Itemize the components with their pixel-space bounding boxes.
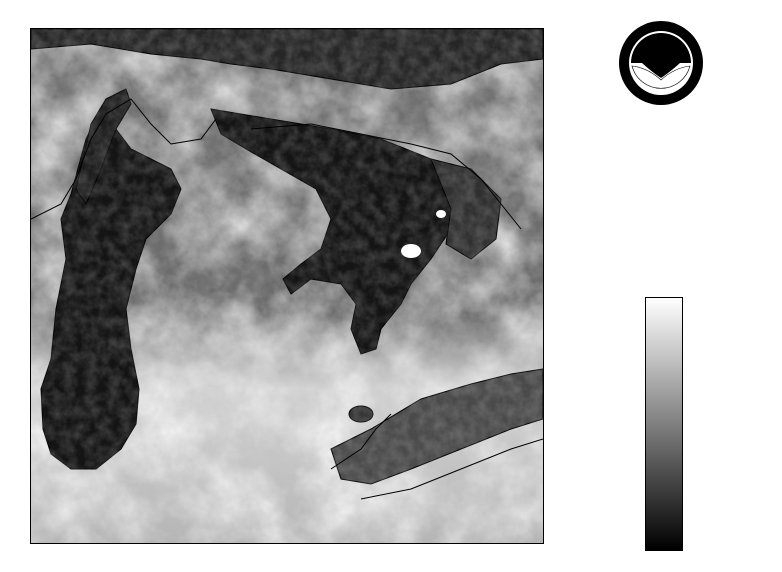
noaa-logo — [618, 20, 704, 106]
cloud-patch — [436, 210, 446, 218]
cloud-patch — [401, 244, 421, 258]
map-svg — [31, 29, 543, 543]
reflectance-colorbar — [645, 297, 683, 551]
image-grain — [31, 29, 543, 543]
satellite-image-map — [30, 28, 544, 544]
